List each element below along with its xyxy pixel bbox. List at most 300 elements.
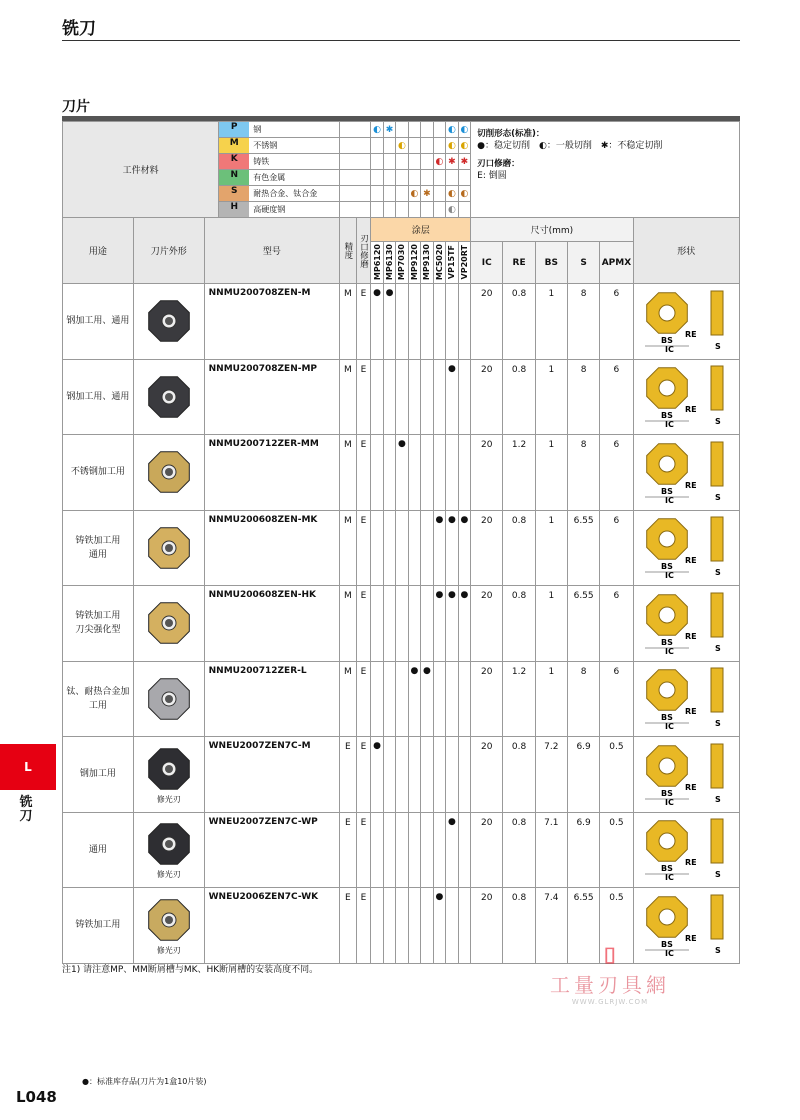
grade-availability: [383, 812, 395, 888]
table-row: [63, 435, 740, 511]
grade-availability: [408, 284, 420, 360]
suitability-mark: [371, 202, 383, 218]
grade-availability: [433, 812, 445, 888]
diagram-label: RE: [685, 329, 697, 339]
diagram-label: S: [715, 568, 722, 578]
material-code: [219, 138, 340, 154]
grade-header: MP7030: [396, 242, 408, 284]
grade-availability: ●: [433, 586, 445, 662]
insert-photo: [144, 296, 194, 346]
suitability-mark: [458, 170, 470, 186]
model-number[interactable]: NNMU200608ZEN-MK: [204, 510, 339, 586]
dimension-value: 6: [600, 435, 633, 511]
grade-availability: [421, 435, 433, 511]
grade-availability: [371, 510, 383, 586]
material-name: 耐热合金、钛合金: [249, 186, 339, 201]
material-code-letter: M: [229, 138, 239, 148]
suitability-mark: [408, 202, 420, 218]
dimension-value: 8: [567, 359, 599, 435]
material-name: 高硬度钢: [249, 202, 339, 217]
insert-shape-cell: [133, 510, 204, 586]
suitability-mark: ✱: [446, 154, 458, 170]
diagram-label: IC: [665, 722, 675, 732]
watermark-logo-icon: ⌷: [603, 944, 617, 969]
section-tab-text: 铣刀: [19, 795, 33, 824]
grade-availability: ●: [446, 359, 458, 435]
grade-availability: [458, 359, 470, 435]
grade-header: MP6120: [371, 242, 383, 284]
dim-header: RE: [503, 242, 535, 284]
dimension-value: 1: [535, 661, 567, 737]
grade-availability: [421, 888, 433, 964]
suitability-mark: [433, 202, 445, 218]
grade-availability: [383, 661, 395, 737]
section-tab[interactable]: [0, 744, 56, 790]
diagram-label: RE: [685, 858, 697, 868]
insert-diagram: [637, 738, 735, 808]
grade-availability: [371, 661, 383, 737]
suitability-mark: ◐: [446, 186, 458, 202]
dimension-value: 0.8: [503, 586, 535, 662]
table-row: [63, 586, 740, 662]
grade-availability: [408, 586, 420, 662]
material-spacer: [340, 122, 371, 138]
dimension-value: 0.8: [503, 359, 535, 435]
top-divider: [62, 40, 740, 41]
grade-availability: [396, 737, 408, 813]
dimension-value: 6.9: [567, 812, 599, 888]
watermark: [530, 944, 690, 1006]
grade-header: MP9130: [421, 242, 433, 284]
dimension-value: 6.55: [567, 586, 599, 662]
grade-availability: ●: [446, 586, 458, 662]
diagram-label: RE: [685, 782, 697, 792]
material-code-letter: P: [230, 122, 238, 132]
grade-availability: [433, 435, 445, 511]
grade-availability: ●: [446, 812, 458, 888]
precision-value: M: [340, 586, 357, 662]
suitability-mark: [408, 138, 420, 154]
grade-availability: [446, 284, 458, 360]
col-shape: 刀片外形: [133, 218, 204, 284]
insert-photo: [144, 674, 194, 724]
dimension-value: 20: [471, 284, 503, 360]
dimension-value: 8: [567, 435, 599, 511]
grade-availability: [421, 359, 433, 435]
suitability-mark: [433, 138, 445, 154]
dimension-value: 20: [471, 435, 503, 511]
diagram-label: BS: [661, 939, 674, 949]
suitability-mark: [371, 186, 383, 202]
suitability-mark: ◐: [371, 122, 383, 138]
diagram-label: S: [715, 341, 722, 351]
insert-shape-cell: [133, 435, 204, 511]
material-spacer: [340, 186, 371, 202]
grade-availability: [371, 888, 383, 964]
grade-availability: [383, 737, 395, 813]
grade-availability: [408, 812, 420, 888]
dimension-value: 20: [471, 888, 503, 964]
legend-cut-title: 切削形态(标准)：: [477, 129, 545, 139]
dimension-value: 6.55: [567, 510, 599, 586]
suitability-mark: [421, 154, 433, 170]
grade-availability: [383, 435, 395, 511]
grade-availability: [396, 812, 408, 888]
diagram-label: BS: [661, 864, 674, 874]
grade-availability: [446, 737, 458, 813]
suitability-mark: [371, 138, 383, 154]
insert-diagram: [637, 587, 735, 657]
grade-availability: [383, 359, 395, 435]
grade-availability: ●: [421, 661, 433, 737]
grade-availability: [371, 359, 383, 435]
diagram-label: RE: [685, 707, 697, 717]
insert-diagram: [637, 436, 735, 506]
use-cell: 铸铁加工用 刀尖强化型: [63, 586, 134, 662]
material-spacer: [340, 154, 371, 170]
edge-value: E: [356, 586, 371, 662]
precision-value: M: [340, 661, 357, 737]
edge-value: E: [356, 888, 371, 964]
dimension-value: 1: [535, 435, 567, 511]
insert-diagram: [637, 813, 735, 883]
model-number[interactable]: WNEU2006ZEN7C-WK: [204, 888, 339, 964]
grade-availability: [458, 284, 470, 360]
use-cell: 不锈钢加工用: [63, 435, 134, 511]
legend: [471, 122, 740, 218]
grade-availability: [396, 284, 408, 360]
grade-availability: [396, 586, 408, 662]
material-name: 铸铁: [249, 154, 339, 169]
dimension-value: 6: [600, 359, 633, 435]
grade-availability: ●: [396, 435, 408, 511]
dimension-value: 0.5: [600, 737, 633, 813]
watermark-text: 工量刃具網: [550, 973, 670, 997]
header-row: [63, 218, 740, 242]
material-code: [219, 186, 340, 202]
diagram-label: S: [715, 870, 722, 880]
edge-value: E: [356, 510, 371, 586]
legend-edge-title: 刃口修磨：: [477, 159, 520, 169]
diagram-label: BS: [661, 713, 674, 723]
grade-availability: [458, 888, 470, 964]
dimension-value: 1.2: [503, 661, 535, 737]
suitability-mark: [383, 186, 395, 202]
form-diagram-cell: [633, 284, 739, 360]
insert-shape-cell: [133, 284, 204, 360]
form-diagram-cell: [633, 359, 739, 435]
dimension-value: 20: [471, 359, 503, 435]
grade-header: MP6130: [383, 242, 395, 284]
material-code-letter: H: [230, 202, 238, 212]
dimension-value: 6.55: [567, 888, 599, 964]
material-spacer: [340, 202, 371, 218]
suitability-mark: [383, 202, 395, 218]
grade-availability: [458, 661, 470, 737]
dimension-value: 6: [600, 510, 633, 586]
stock-footnote: ●：标准库存品(刀片为1盒10片装): [82, 1077, 207, 1086]
suitability-mark: [396, 186, 408, 202]
insert-diagram: [637, 662, 735, 732]
legend-cut-items: ●：稳定切削 ◐：一般切削 ✱：不稳定切削: [477, 141, 663, 151]
dimension-value: 0.8: [503, 812, 535, 888]
diagram-label: IC: [665, 948, 675, 958]
suitability-mark: [396, 202, 408, 218]
diagram-label: BS: [661, 486, 674, 496]
precision-value: M: [340, 510, 357, 586]
grade-availability: [383, 586, 395, 662]
precision-value: M: [340, 359, 357, 435]
use-cell: 钢加工用、通用: [63, 359, 134, 435]
suitability-mark: ◐: [446, 122, 458, 138]
diagram-label: S: [715, 492, 722, 502]
diagram-label: IC: [665, 797, 675, 807]
grade-availability: [421, 510, 433, 586]
dimension-value: 0.5: [600, 812, 633, 888]
col-use: 用途: [63, 218, 134, 284]
suitability-mark: [383, 170, 395, 186]
precision-value: M: [340, 284, 357, 360]
table-note: 注1) 请注意MP、MM断屑槽与MK、HK断屑槽的安装高度不同。: [62, 965, 319, 975]
model-number[interactable]: NNMU200708ZEN-MP: [204, 359, 339, 435]
table-row: [63, 284, 740, 360]
suitability-mark: [458, 202, 470, 218]
table-row: [63, 510, 740, 586]
material-code-letter: N: [230, 170, 238, 180]
suitability-mark: [421, 202, 433, 218]
dimension-value: 7.4: [535, 888, 567, 964]
table-row: [63, 359, 740, 435]
grade-availability: [371, 435, 383, 511]
use-cell: 钛、耐热合金加工用: [63, 661, 134, 737]
insert-spec-table: [62, 121, 740, 964]
dimension-value: 20: [471, 737, 503, 813]
grade-availability: [433, 359, 445, 435]
grade-availability: [458, 737, 470, 813]
insert-shape-cell: [133, 888, 204, 964]
grade-availability: [421, 586, 433, 662]
form-diagram-cell: [633, 812, 739, 888]
suitability-mark: ◐: [446, 202, 458, 218]
insert-diagram: [637, 360, 735, 430]
page-number: L048: [16, 1088, 57, 1106]
insert-photo: [144, 819, 194, 869]
diagram-label: IC: [665, 495, 675, 505]
suitability-mark: ◐: [433, 154, 445, 170]
edge-value: E: [356, 435, 371, 511]
dimension-value: 6: [600, 284, 633, 360]
insert-photo: [144, 372, 194, 422]
grade-availability: ●: [458, 586, 470, 662]
section-tab-letter: L: [24, 760, 32, 774]
insert-shape-cell: [133, 586, 204, 662]
material-row: [63, 122, 740, 138]
dimension-value: 0.8: [503, 510, 535, 586]
grade-availability: [446, 435, 458, 511]
table-row: [63, 737, 740, 813]
grade-header: VP20RT: [458, 242, 470, 284]
edge-value: E: [356, 661, 371, 737]
model-number[interactable]: NNMU200712ZER-L: [204, 661, 339, 737]
grade-availability: [458, 435, 470, 511]
material-code: [219, 154, 340, 170]
grade-availability: [396, 510, 408, 586]
use-cell: 铸铁加工用 通用: [63, 510, 134, 586]
dim-header: S: [567, 242, 599, 284]
diagram-label: S: [715, 794, 722, 804]
model-number[interactable]: NNMU200708ZEN-M: [204, 284, 339, 360]
dimension-value: 1: [535, 586, 567, 662]
material-code: [219, 122, 340, 138]
form-diagram-cell: [633, 737, 739, 813]
precision-value: M: [340, 435, 357, 511]
grade-availability: [421, 737, 433, 813]
grade-availability: [408, 888, 420, 964]
suitability-mark: [396, 170, 408, 186]
diagram-label: IC: [665, 873, 675, 883]
grade-availability: ●: [371, 284, 383, 360]
use-cell: 通用: [63, 812, 134, 888]
edge-value: E: [356, 284, 371, 360]
grade-availability: [421, 812, 433, 888]
material-spacer: [340, 138, 371, 154]
dimension-value: 0.8: [503, 737, 535, 813]
material-name: 钢: [249, 122, 339, 137]
edge-value: E: [356, 812, 371, 888]
legend-edge-items: E: 倒圆: [477, 171, 507, 181]
grade-availability: ●: [446, 510, 458, 586]
suitability-mark: [408, 170, 420, 186]
model-number[interactable]: WNEU2007ZEN7C-M: [204, 737, 339, 813]
dimension-value: 6: [600, 586, 633, 662]
dimension-value: 0.5: [600, 888, 633, 964]
material-label: 工件材料: [63, 122, 219, 218]
grade-availability: [408, 510, 420, 586]
precision-value: E: [340, 737, 357, 813]
suitability-mark: [371, 154, 383, 170]
suitability-mark: [433, 186, 445, 202]
dimension-value: 20: [471, 661, 503, 737]
grade-availability: [408, 359, 420, 435]
grade-availability: ●: [458, 510, 470, 586]
dimension-value: 8: [567, 284, 599, 360]
grade-availability: [396, 661, 408, 737]
suitability-mark: ◐: [396, 138, 408, 154]
diagram-label: S: [715, 719, 722, 729]
suitability-mark: [396, 122, 408, 138]
dimension-value: 7.2: [535, 737, 567, 813]
insert-photo: [144, 895, 194, 945]
col-edge: 刃口修磨: [356, 218, 371, 284]
diagram-label: BS: [661, 788, 674, 798]
suitability-mark: [383, 154, 395, 170]
use-cell: 钢加工用、通用: [63, 284, 134, 360]
dimension-value: 20: [471, 510, 503, 586]
diagram-label: S: [715, 643, 722, 653]
diagram-label: BS: [661, 562, 674, 572]
material-code: [219, 170, 340, 186]
grade-availability: [383, 510, 395, 586]
form-diagram-cell: [633, 661, 739, 737]
table-row: [63, 812, 740, 888]
material-code-letter: S: [230, 186, 238, 196]
insert-diagram: [637, 511, 735, 581]
grade-availability: ●: [433, 510, 445, 586]
suitability-mark: [383, 138, 395, 154]
dim-header: BS: [535, 242, 567, 284]
use-cell: 钢加工用: [63, 737, 134, 813]
dimension-value: 20: [471, 586, 503, 662]
edge-value: E: [356, 737, 371, 813]
grade-availability: [446, 888, 458, 964]
suitability-mark: [408, 154, 420, 170]
section-title: 刀片: [62, 99, 90, 115]
grade-header: VP15TF: [446, 242, 458, 284]
suitability-mark: ◐: [458, 122, 470, 138]
dim-header: IC: [471, 242, 503, 284]
suitability-mark: [446, 170, 458, 186]
grade-availability: [396, 888, 408, 964]
grade-header: MC5020: [433, 242, 445, 284]
dimension-value: 0.8: [503, 284, 535, 360]
diagram-label: IC: [665, 571, 675, 581]
insert-shape-cell: [133, 359, 204, 435]
suitability-mark: [396, 154, 408, 170]
dimension-value: 20: [471, 812, 503, 888]
dim-header: APMX: [600, 242, 633, 284]
model-number[interactable]: NNMU200608ZEN-HK: [204, 586, 339, 662]
wiper-caption: 修光刃: [156, 794, 181, 804]
dimension-value: 1: [535, 359, 567, 435]
grade-availability: [433, 661, 445, 737]
material-code: [219, 202, 340, 218]
grade-availability: [421, 284, 433, 360]
col-model: 型号: [204, 218, 339, 284]
grade-availability: [371, 586, 383, 662]
suitability-mark: [408, 122, 420, 138]
page-title: 铣刀: [62, 19, 96, 39]
model-number[interactable]: WNEU2007ZEN7C-WP: [204, 812, 339, 888]
grade-availability: [446, 661, 458, 737]
suitability-mark: ◐: [458, 138, 470, 154]
suitability-mark: ✱: [383, 122, 395, 138]
col-precision: 精度: [340, 218, 357, 284]
model-number[interactable]: NNMU200712ZER-MM: [204, 435, 339, 511]
diagram-label: IC: [665, 344, 675, 354]
insert-photo: [144, 523, 194, 573]
col-form: 形状: [633, 218, 739, 284]
grade-availability: ●: [433, 888, 445, 964]
diagram-label: RE: [685, 631, 697, 641]
suitability-mark: [421, 138, 433, 154]
material-spacer: [340, 170, 371, 186]
suitability-mark: ✱: [458, 154, 470, 170]
suitability-mark: [421, 170, 433, 186]
grade-availability: ●: [383, 284, 395, 360]
diagram-label: IC: [665, 420, 675, 430]
diagram-label: S: [715, 945, 722, 955]
dimension-value: 8: [567, 661, 599, 737]
insert-shape-cell: [133, 737, 204, 813]
dimension-value: 7.1: [535, 812, 567, 888]
precision-value: E: [340, 812, 357, 888]
insert-photo: [144, 447, 194, 497]
suitability-mark: [421, 122, 433, 138]
diagram-label: S: [715, 417, 722, 427]
grade-availability: [433, 284, 445, 360]
insert-diagram: [637, 285, 735, 355]
grade-availability: ●: [371, 737, 383, 813]
